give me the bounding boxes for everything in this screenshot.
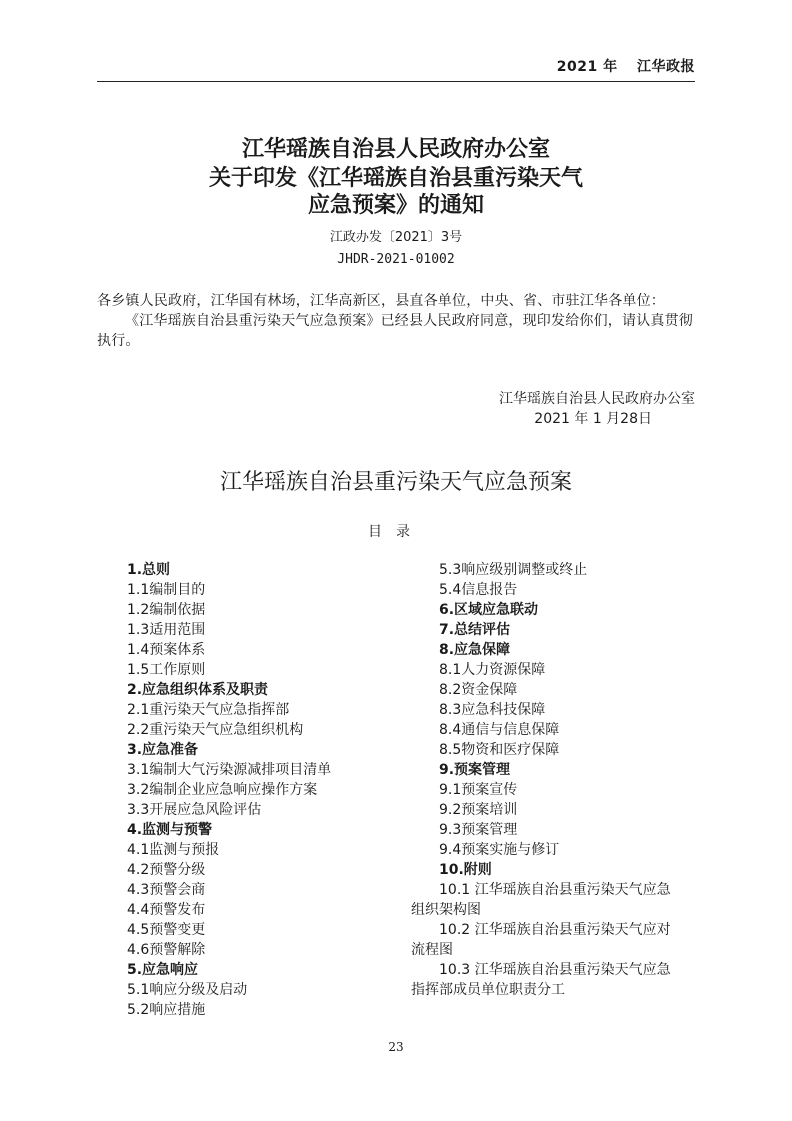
toc-item-continued: 指挥部成员单位职责分工 — [411, 982, 565, 998]
toc-left-column — [127, 560, 387, 1020]
toc-item: 3.3开展应急风险评估 — [127, 802, 262, 818]
toc-item: 8.3应急科技保障 — [439, 702, 546, 718]
page-number: 23 — [388, 1040, 404, 1054]
running-header — [557, 56, 695, 76]
signature-org: 江华瑶族自治县人民政府办公室 — [499, 391, 695, 407]
toc-item: 4.5预警变更 — [127, 922, 206, 938]
toc-item: 7.总结评估 — [439, 622, 511, 638]
toc-item: 4.4预警发布 — [127, 902, 206, 918]
toc-item: 9.1预案宣传 — [439, 782, 518, 798]
toc-item: 6.区域应急联动 — [439, 602, 539, 618]
toc-item: 5.应急响应 — [127, 962, 199, 978]
toc-item: 4.监测与预警 — [127, 822, 213, 838]
notice-body: 《江华瑶族自治县重污染天气应急预案》已经县人民政府同意，现印发给你们，请认真贯彻执行。 — [97, 313, 693, 349]
notice-recipients: 各乡镇人民政府，江华国有林场，江华高新区，县直各单位，中央、省、市驻江华各单位： — [97, 293, 665, 309]
toc-item: 8.2资金保障 — [439, 682, 518, 698]
toc-item: 1.总则 — [127, 562, 171, 578]
toc-item: 3.应急准备 — [127, 742, 199, 758]
toc-item: 1.1编制目的 — [127, 582, 206, 598]
toc-item: 2.应急组织体系及职责 — [127, 682, 269, 698]
toc-right-column — [411, 560, 701, 1000]
toc-item: 8.1人力资源保障 — [439, 662, 546, 678]
toc-item: 3.2编制企业应急响应操作方案 — [127, 782, 318, 798]
toc-item-continued: 组织架构图 — [411, 902, 481, 918]
header-year: 2021 年 — [556, 59, 618, 75]
toc-item: 10.1 江华瑶族自治县重污染天气应急 — [439, 882, 671, 898]
toc-item: 5.4信息报告 — [439, 582, 518, 598]
toc-item: 4.2预警分级 — [127, 862, 206, 878]
toc-item: 10.附则 — [439, 862, 492, 878]
toc-item-continued: 流程图 — [411, 942, 453, 958]
reg-number: JHDR-2021-01002 — [337, 252, 455, 267]
header-publication: 江华政报 — [637, 59, 695, 75]
toc-item: 4.3预警会商 — [127, 882, 206, 898]
toc-item: 9.预案管理 — [439, 762, 511, 778]
plan-title: 江华瑶族自治县重污染天气应急预案 — [219, 470, 572, 495]
notice-title-line-3: 应急预案》的通知 — [307, 193, 484, 218]
toc-item: 8.应急保障 — [439, 642, 511, 658]
toc-item: 3.1编制大气污染源减排项目清单 — [127, 762, 332, 778]
toc-item: 9.2预案培训 — [439, 802, 518, 818]
notice-title-line-1: 江华瑶族自治县人民政府办公室 — [241, 137, 550, 162]
toc-item: 8.5物资和医疗保障 — [439, 742, 560, 758]
toc-item: 5.3响应级别调整或终止 — [439, 562, 588, 578]
toc-heading: 目录 — [368, 524, 424, 540]
toc-item: 1.5工作原则 — [127, 662, 206, 678]
toc-item: 2.2重污染天气应急组织机构 — [127, 722, 304, 738]
toc-item: 1.4预案体系 — [127, 642, 206, 658]
toc-item: 10.2 江华瑶族自治县重污染天气应对 — [439, 922, 671, 938]
toc-item: 9.3预案管理 — [439, 822, 518, 838]
toc-item: 5.1响应分级及启动 — [127, 982, 248, 998]
toc-item: 10.3 江华瑶族自治县重污染天气应急 — [439, 962, 671, 978]
toc-item: 1.3适用范围 — [127, 622, 206, 638]
toc-item: 5.2响应措施 — [127, 1002, 206, 1018]
toc-item: 4.6预警解除 — [127, 942, 206, 958]
toc-item: 9.4预案实施与修订 — [439, 842, 560, 858]
toc-item: 4.1监测与预报 — [127, 842, 220, 858]
notice-title-line-2: 关于印发《江华瑶族自治县重污染天气 — [208, 166, 583, 191]
toc-item: 8.4通信与信息保障 — [439, 722, 560, 738]
signature-date: 2021 年 1 月28日 — [534, 411, 652, 427]
toc-item: 2.1重污染天气应急指挥部 — [127, 702, 290, 718]
header-rule — [97, 81, 695, 82]
toc-item: 1.2编制依据 — [127, 602, 206, 618]
doc-number: 江政办发〔2021〕3号 — [329, 230, 463, 245]
